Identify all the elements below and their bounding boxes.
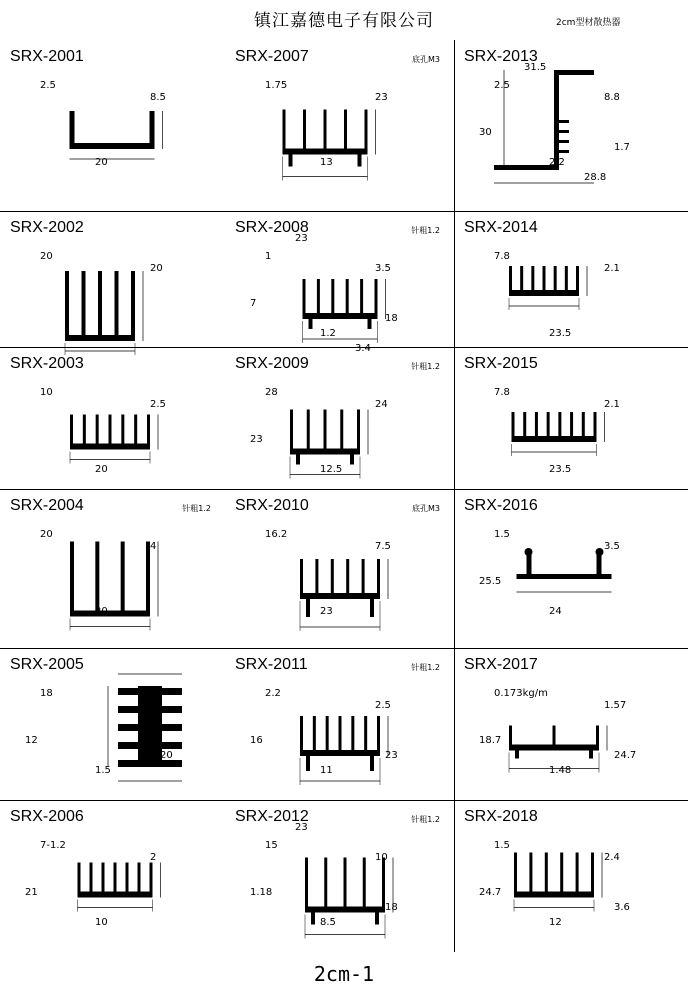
dimension-label: 2.5 [494,80,510,91]
heatsink-profile-drawing [300,716,388,785]
profile-grid [0,40,688,952]
dimension-label: 20 [95,157,108,168]
dimension-label: 8.8 [604,92,620,103]
dimension-label: 24.7 [614,750,637,761]
model-code: SRX-2011 [235,656,308,673]
dimension-label: 28 [265,387,278,398]
model-code: SRX-2009 [235,355,309,372]
dimension-label: 1.5 [95,765,111,776]
dimension-label: 3.6 [614,902,630,913]
heatsink-profile-drawing [70,542,158,631]
dimension-label: 16 [250,735,263,746]
profile-cell-srx-2011 [225,648,454,800]
page-footer-label: 2cm-1 [313,962,375,986]
dimension-label: 24 [549,606,562,617]
profile-cell-srx-2013 [454,40,688,211]
dimension-label: 24.7 [479,887,502,898]
model-code: SRX-2016 [464,497,538,514]
dimension-label: 1.18 [250,887,273,898]
dimension-label: 1.2 [320,328,336,339]
dimension-label: 20 [40,529,53,540]
dimension-label: 2.1 [604,263,620,274]
model-code: SRX-2012 [235,808,309,825]
dimension-label: 11 [320,765,333,776]
model-code: SRX-2017 [464,656,538,673]
dimension-label: 1.5 [494,840,510,851]
heatsink-profile-drawing [283,110,376,181]
spec-note: 针粗1.2 [411,362,440,371]
heatsink-profile-drawing [305,858,393,939]
dimension-label: 7.5 [375,541,391,552]
catalog-subtitle: 2cm型材散热器 [556,18,621,28]
heatsink-profile-drawing [78,863,161,912]
dimension-label: 1.5 [494,529,510,540]
dimension-label: 3.4 [355,343,371,354]
dimension-label: 23.5 [549,328,572,339]
profile-cell-srx-2001 [0,40,225,211]
spec-note: 针粗1.2 [182,504,211,513]
dimension-label: 7 [250,298,257,309]
dimension-label: 7.8 [494,387,510,398]
dimension-label: 23 [375,92,388,103]
dimension-label: 2.5 [150,399,166,410]
model-code: SRX-2003 [10,355,84,372]
profile-cell-srx-2004 [0,489,225,648]
model-code: SRX-2006 [10,808,84,825]
dimension-label: 2.4 [604,852,620,863]
clip-profile-drawing [517,548,612,592]
profile-cell-srx-2016 [454,489,688,648]
dimension-label: 7-1.2 [40,840,66,851]
heatsink-profile-drawing [512,412,605,456]
model-code: SRX-2005 [10,656,84,673]
dimension-label: 1.75 [265,80,288,91]
dimension-label: 18.7 [479,735,502,746]
dimension-label: 2.1 [604,399,620,410]
dimension-label: 21 [25,887,38,898]
heatsink-profile-drawing [509,266,587,310]
dimension-label: 13 [320,157,333,168]
dimension-label: 12 [25,735,38,746]
dimension-label: 20 [95,464,108,475]
dimension-label: 3.5 [375,263,391,274]
dimension-label: 7.8 [494,251,510,262]
dimension-label: 16.2 [265,529,288,540]
model-code: SRX-2018 [464,808,538,825]
dimension-label: 10 [95,917,108,928]
dimension-label: 30 [479,127,492,138]
profile-cell-srx-2008 [225,211,454,354]
model-code: SRX-2007 [235,48,309,65]
dimension-label: 1.48 [549,765,572,776]
spec-note: 底孔M3 [412,55,440,64]
heatsink-profile-drawing [303,279,386,343]
dimension-label: 23 [295,233,308,244]
spec-note: 针粗1.2 [411,815,440,824]
dimension-label: 18 [385,902,398,913]
profile-cell-srx-2015 [454,347,688,489]
dimension-label: 23 [250,434,263,445]
dimension-label: 31.5 [524,62,547,73]
dimension-label: 23 [385,750,398,761]
heatsink-profile-drawing [65,271,143,355]
profile-cell-srx-2012 [225,800,454,952]
channel-profile-drawing [70,111,163,159]
profile-cell-srx-2002 [0,211,225,347]
profile-cell-srx-2017 [454,648,688,800]
dimension-label: 1 [265,251,272,262]
profile-cell-srx-2006 [0,800,225,952]
dimension-label: 10 [40,387,53,398]
profile-cell-srx-2003 [0,347,225,489]
dimension-label: 15 [265,840,278,851]
dimension-label: 2.5 [40,80,56,91]
dimension-label: 24 [375,399,388,410]
dimension-label: 8.5 [320,917,336,928]
heatsink-profile-drawing [514,853,602,912]
double-sided-profile-drawing [108,674,182,781]
dimension-label: 23 [320,606,333,617]
dimension-label: 23 [295,822,308,833]
dimension-label: 20 [150,263,163,274]
model-code: SRX-2010 [235,497,309,514]
company-title: 镇江嘉德电子有限公司 [254,11,434,31]
model-code: SRX-2013 [464,48,538,65]
dimension-label: 2 [150,852,157,863]
dimension-label: 28.8 [584,172,607,183]
profile-cell-srx-2007 [225,40,454,211]
dimension-label: 12 [549,917,562,928]
dimension-label: 20 [150,700,163,711]
model-code: SRX-2008 [235,219,309,236]
spec-note: 针粗1.2 [411,663,440,672]
heatsink-profile-drawing [300,559,388,631]
profile-cell-srx-2005 [0,648,225,800]
dimension-label: 18 [385,313,398,324]
profile-cell-srx-2018 [454,800,688,952]
dimension-label: 8.5 [150,92,166,103]
spec-note: 针粗1.2 [411,226,440,235]
dimension-label: 10 [375,852,388,863]
dimension-label: 12.5 [320,464,343,475]
spec-note: 底孔M3 [412,504,440,513]
dimension-label: 25.5 [479,576,502,587]
dimension-label: 2.2 [265,688,281,699]
dimension-label: 4 [150,541,157,552]
dimension-label: 2.2 [549,157,565,168]
dimension-label: 20 [160,750,173,761]
profile-cell-srx-2010 [225,489,454,648]
model-code: SRX-2002 [10,219,84,236]
dimension-label: 1.7 [614,142,630,153]
profile-cell-srx-2009 [225,347,454,489]
dimension-label: 23.5 [549,464,572,475]
model-code: SRX-2015 [464,355,538,372]
model-code: SRX-2014 [464,219,538,236]
dimension-label: 20 [95,606,108,617]
dimension-label: 20 [40,251,53,262]
dimension-label: 3.5 [604,541,620,552]
profile-cell-srx-2014 [454,211,688,347]
model-code: SRX-2004 [10,497,84,514]
dimension-label: 0.173kg/m [494,688,548,699]
dimension-label: 18 [40,688,53,699]
model-code: SRX-2001 [10,48,84,65]
dimension-label: 2.5 [375,700,391,711]
heatsink-profile-drawing [70,415,158,464]
dimension-label: 1.57 [604,700,627,711]
